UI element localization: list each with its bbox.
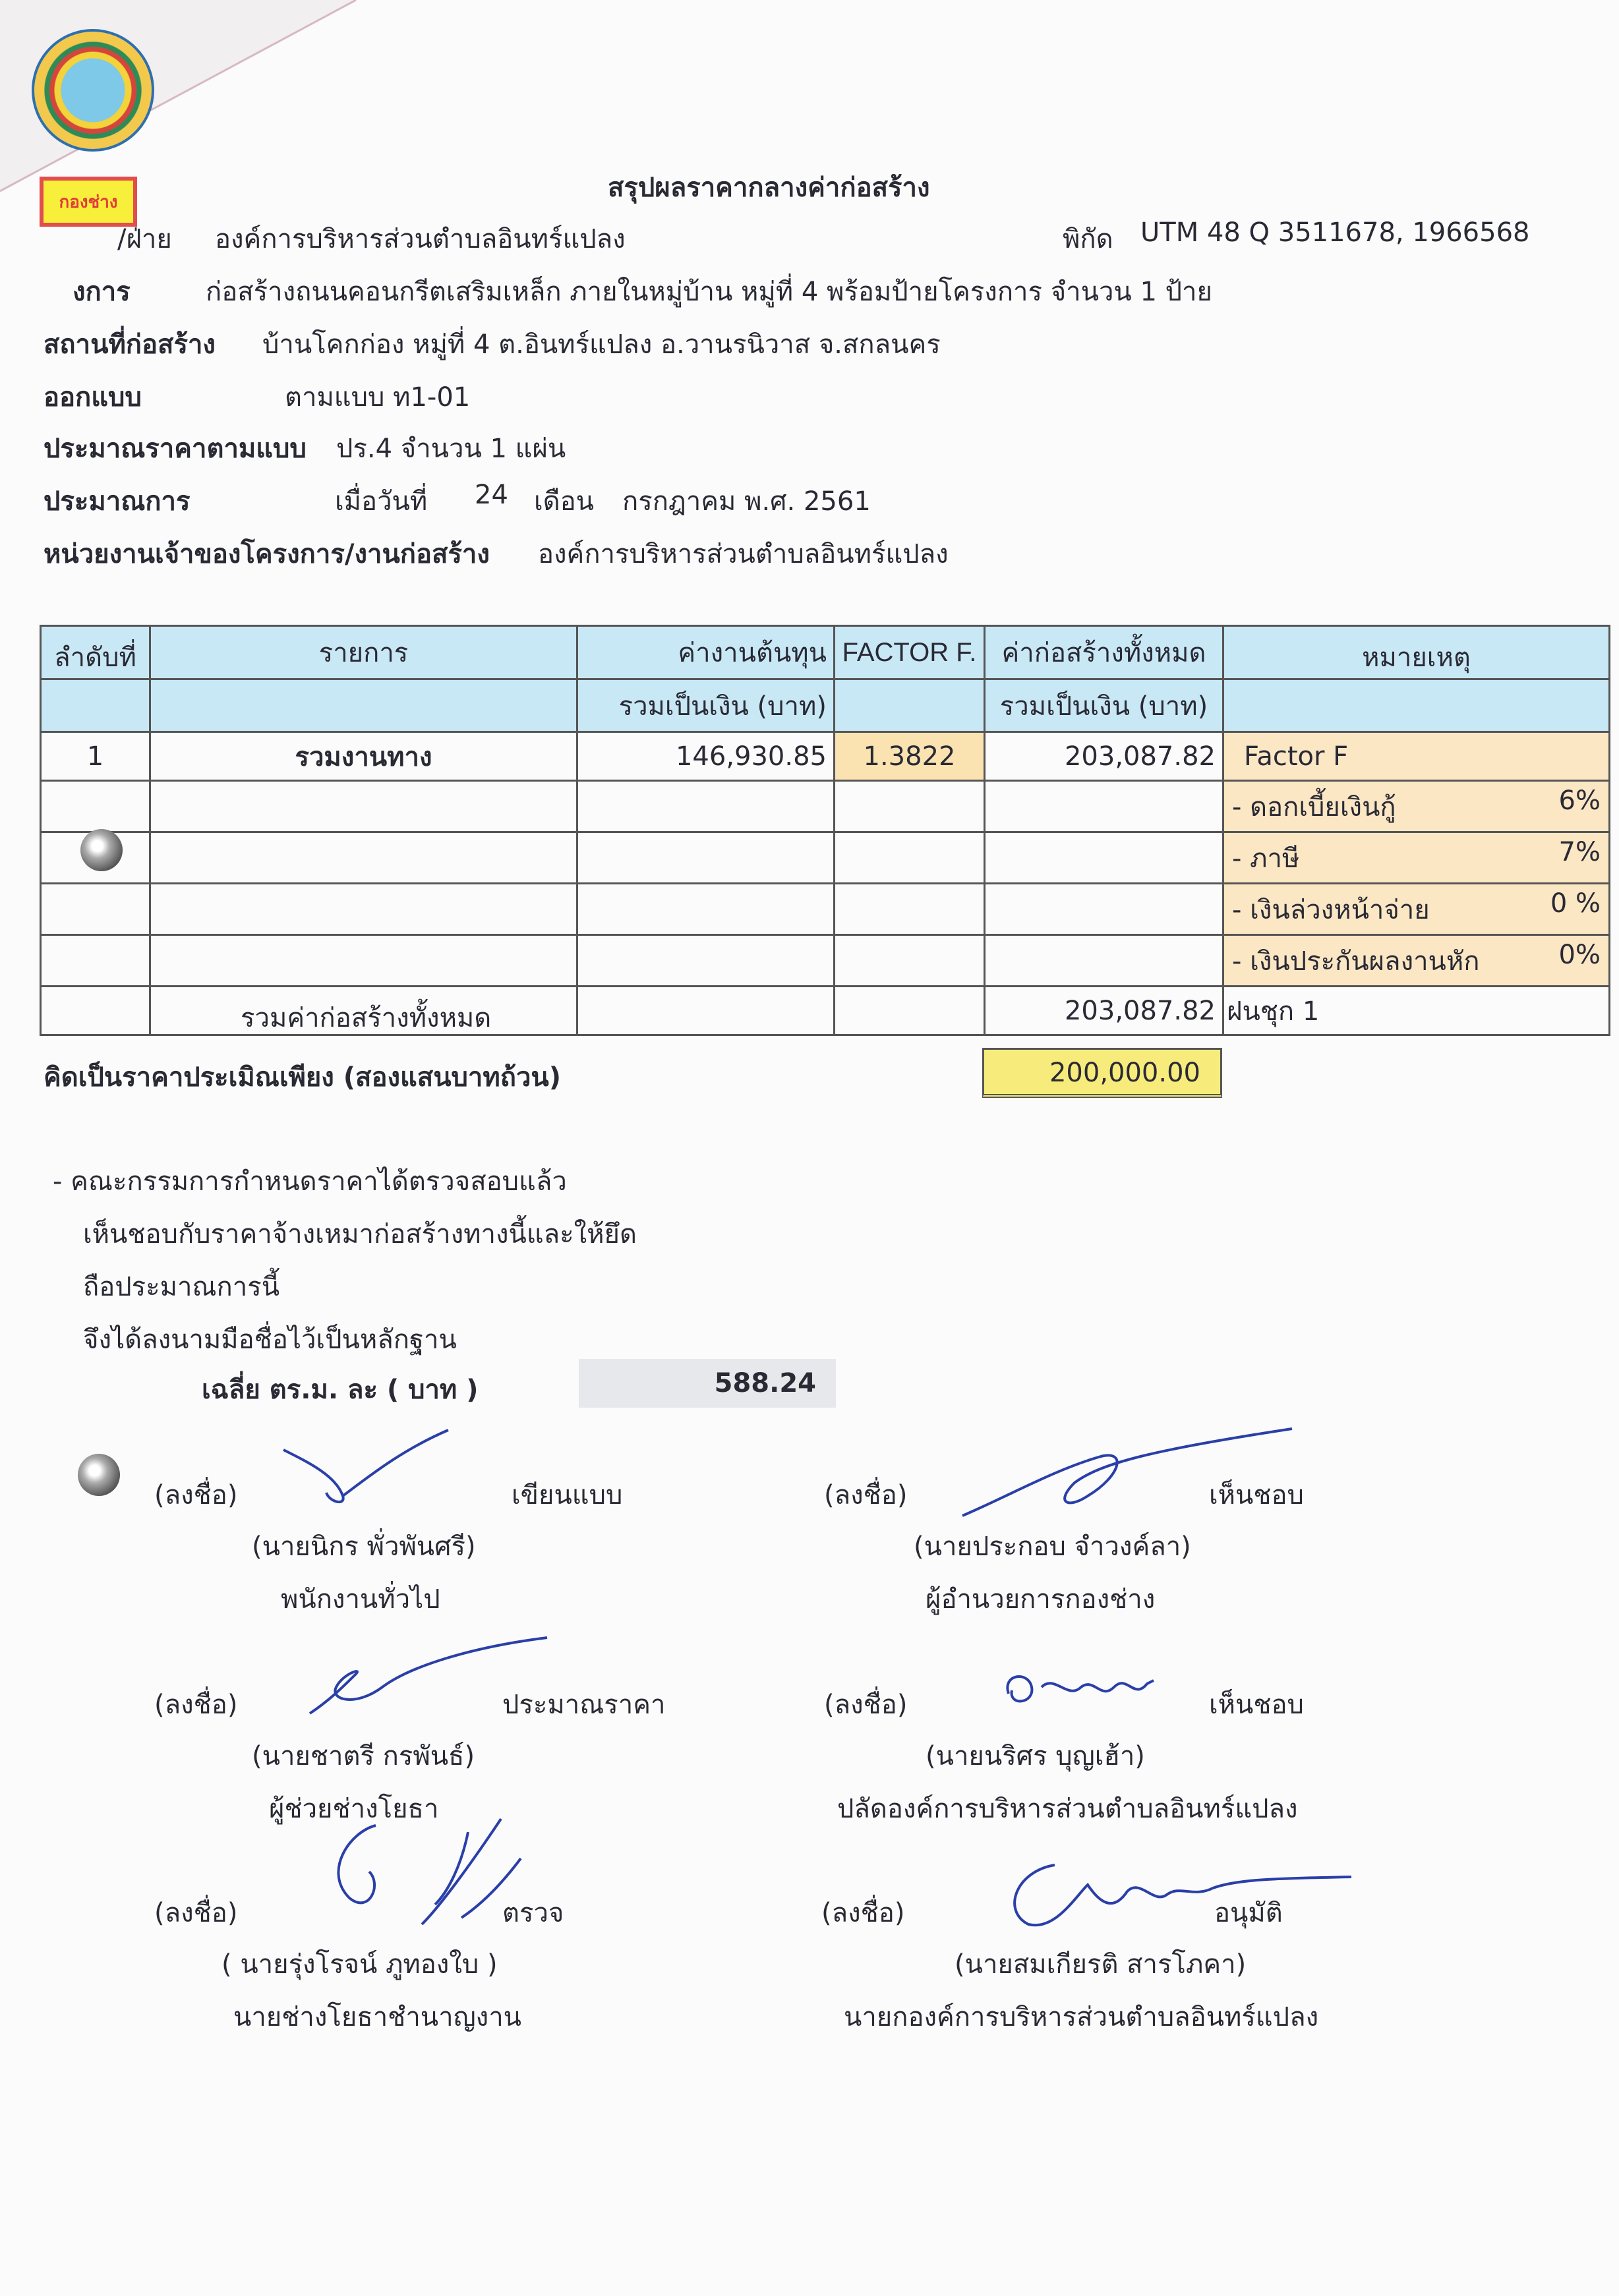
signer-position: ปลัดองค์การบริหารส่วนตำบลอินทร์แปลง: [837, 1794, 1298, 1824]
handwritten-signature: [310, 1806, 547, 1937]
estimate-form-label: ประมาณราคาตามแบบ: [44, 434, 307, 464]
sum-total: 203,087.82: [985, 987, 1223, 1035]
handwritten-signature: [264, 1423, 461, 1522]
header-total-cost-unit: รวมเป็นเงิน (บาท): [985, 679, 1223, 732]
signer-position: พนักงานทั่วไป: [281, 1584, 440, 1615]
header-base-cost: ค่างานต้นทุน: [577, 626, 835, 679]
design-label: ออกแบบ: [44, 382, 142, 413]
remark-value: 7%: [1558, 836, 1601, 867]
table-row: [41, 732, 1610, 781]
table-sum-row: [41, 987, 1610, 1035]
row-base-cost: 146,930.85: [577, 732, 835, 781]
remark-row: [41, 832, 1610, 884]
owner-label: หน่วยงานเจ้าของโครงการ/งานก่อสร้าง: [44, 539, 490, 569]
coordinate-value: UTM 48 Q 3511678, 1966568: [1140, 217, 1530, 248]
row-remark: Factor F: [1223, 732, 1610, 781]
sign-label: (ลงชื่อ): [154, 1690, 238, 1720]
header-item: รายการ: [150, 626, 577, 679]
sign-label: (ลงชื่อ): [824, 1480, 908, 1510]
remark-row: [41, 781, 1610, 832]
signer-name: (นายนริศร บุญเฮ้า): [926, 1741, 1145, 1771]
remark-value: 0 %: [1550, 888, 1601, 919]
remark-label: - ดอกเบี้ยเงินกู้: [1232, 791, 1396, 822]
site-value: บ้านโคกก่อง หมู่ที่ 4 ต.อินทร์แปลง อ.วานรนิวาส จ.สกลนคร: [262, 330, 941, 360]
signer-role: ตรวจ: [502, 1898, 564, 1928]
remark-row: [41, 884, 1610, 935]
division-value: องค์การบริหารส่วนตำบลอินทร์แปลง: [215, 224, 626, 254]
row-factor: 1.3822: [835, 732, 985, 781]
remark-label: - เงินประกันผลงานหัก: [1232, 946, 1480, 977]
estimate-month-label: เดือน: [534, 486, 595, 517]
handwritten-signature: [995, 1661, 1193, 1727]
handwritten-signature: [956, 1423, 1299, 1522]
header-factor: FACTOR F.: [835, 626, 985, 679]
handwritten-signature: [1002, 1858, 1358, 1937]
signer-role: เขียนแบบ: [512, 1480, 623, 1510]
signer-role: อนุมัติ: [1214, 1898, 1283, 1928]
punch-hole: [80, 829, 123, 871]
sign-label: (ลงชื่อ): [824, 1690, 908, 1720]
assessed-total: 200,000.00: [982, 1048, 1222, 1098]
signer-name: (นายสมเกียรติ สารโภคา): [955, 1949, 1247, 1980]
committee-line: จึงได้ลงนามมือชื่อไว้เป็นหลักฐาน: [83, 1325, 457, 1355]
cost-summary-table: [40, 625, 1610, 1036]
department-stamp: กองช่าง: [40, 177, 137, 227]
assessed-label: คิดเป็นราคาประเมิณเพียง (สองแสนบาทถ้วน): [44, 1062, 562, 1093]
header-base-cost-unit: รวมเป็นเงิน (บาท): [577, 679, 835, 732]
header-total-cost: ค่าก่อสร้างทั้งหมด: [985, 626, 1223, 679]
signer-position: ผู้อำนวยการกองช่าง: [926, 1584, 1156, 1615]
row-no: 1: [41, 732, 150, 781]
signer-role: เห็นชอบ: [1209, 1690, 1304, 1720]
header-no: ลำดับที่: [41, 626, 150, 679]
punch-hole: [78, 1454, 120, 1496]
estimate-date-label: เมื่อวันที่: [335, 486, 428, 517]
sign-label: (ลงชื่อ): [821, 1898, 905, 1928]
signer-name: (นายนิกร พั่วพันศรี): [252, 1532, 476, 1562]
row-total: 203,087.82: [985, 732, 1223, 781]
table-header-row: [41, 626, 1610, 679]
remark-row: [41, 935, 1610, 987]
committee-line: - คณะกรรมการกำหนดราคาได้ตรวจสอบแล้ว: [53, 1166, 567, 1197]
signer-position: นายช่างโยธาชำนาญงาน: [233, 2002, 522, 2032]
table-header-row-2: [41, 679, 1610, 732]
committee-line: ถือประมาณการนี้: [83, 1272, 280, 1302]
project-label: งการ: [73, 277, 131, 307]
committee-line: เห็นชอบกับราคาจ้างเหมาก่อสร้างทางนี้และให้ยึด: [83, 1219, 637, 1249]
handwritten-signature: [303, 1634, 554, 1727]
sign-label: (ลงชื่อ): [154, 1480, 238, 1510]
header-remark: หมายเหตุ: [1223, 626, 1610, 679]
organization-logo: [32, 29, 154, 152]
row-item: รวมงานทาง: [150, 732, 577, 781]
estimate-month: กรกฎาคม พ.ศ. 2561: [622, 486, 871, 517]
signer-name: (นายชาตรี กรพันธ์): [252, 1741, 475, 1771]
project-value: ก่อสร้างถนนคอนกรีตเสริมเหล็ก ภายในหมู่บ้าน หมู่ที่ 4 พร้อมป้ายโครงการ จำนวน 1 ป้าย: [206, 277, 1212, 307]
sign-label: (ลงชื่อ): [154, 1898, 238, 1928]
remark-value: 6%: [1558, 785, 1601, 816]
document-title: สรุปผลราคากลางค่าก่อสร้าง: [608, 173, 930, 203]
sum-remark: ฝนชุก 1: [1223, 987, 1610, 1035]
signer-name: ( นายรุ่งโรจน์ ภูทองใบ ): [221, 1949, 498, 1980]
average-value: 588.24: [579, 1359, 836, 1408]
estimate-day: 24: [475, 480, 508, 510]
site-label: สถานที่ก่อสร้าง: [44, 330, 216, 360]
remark-label: - ภาษี: [1232, 843, 1300, 874]
signer-position: นายกองค์การบริหารส่วนตำบลอินทร์แปลง: [844, 2002, 1319, 2032]
sum-label: รวมค่าก่อสร้างทั้งหมด: [241, 1003, 492, 1033]
coordinate-label: พิกัด: [1063, 224, 1113, 254]
signer-role: เห็นชอบ: [1209, 1480, 1304, 1510]
signer-position: ผู้ช่วยช่างโยธา: [269, 1794, 439, 1824]
division-label: /ฝ่าย: [117, 224, 172, 254]
estimate-label: ประมาณการ: [44, 486, 191, 517]
average-label: เฉลี่ย ตร.ม. ละ ( บาท ): [202, 1375, 479, 1405]
owner-value: องค์การบริหารส่วนตำบลอินทร์แปลง: [538, 539, 949, 569]
remark-label: - เงินล่วงหน้าจ่าย: [1232, 894, 1430, 925]
signer-name: (นายประกอบ จำวงค์ลา): [914, 1532, 1191, 1562]
design-value: ตามแบบ ท1-01: [285, 382, 471, 413]
estimate-form-value: ปร.4 จำนวน 1 แผ่น: [336, 434, 566, 464]
remark-value: 0%: [1558, 939, 1601, 970]
signer-role: ประมาณราคา: [502, 1690, 666, 1720]
